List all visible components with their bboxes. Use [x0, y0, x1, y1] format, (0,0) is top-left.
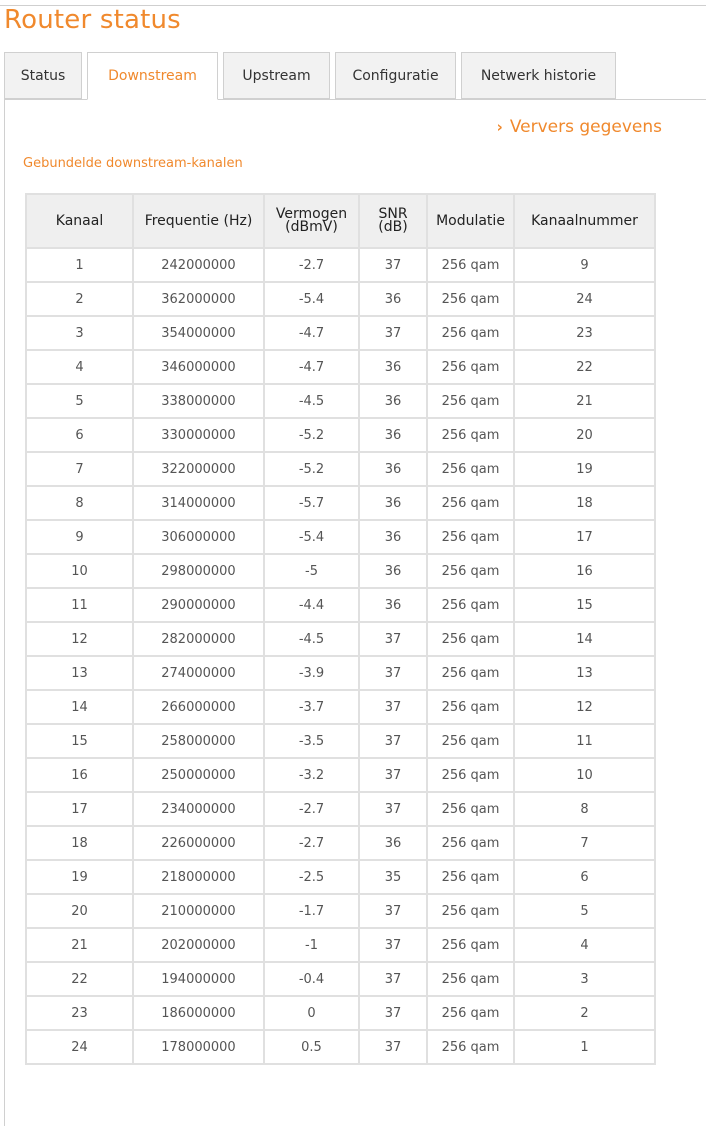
- cell-kanaalnummer: 21: [514, 384, 655, 418]
- table-row: [26, 486, 655, 520]
- cell-kanaalnummer: 3: [514, 962, 655, 996]
- cell-snr: 37: [359, 894, 427, 928]
- cell-kanaal: 24: [26, 1030, 133, 1064]
- table-row: [26, 826, 655, 860]
- header-frequentie: [133, 194, 264, 248]
- refresh-data-link[interactable]: [497, 117, 662, 137]
- cell-kanaalnummer: 14: [514, 622, 655, 656]
- cell-frequentie: 282000000: [133, 622, 264, 656]
- cell-modulatie: 256 qam: [427, 520, 514, 554]
- cell-frequentie: 290000000: [133, 588, 264, 622]
- column-header-text: Kanaalnummer: [531, 212, 638, 229]
- cell-kanaal: 23: [26, 996, 133, 1030]
- cell-snr: 37: [359, 316, 427, 350]
- cell-kanaal: 9: [26, 520, 133, 554]
- cell-kanaalnummer: 19: [514, 452, 655, 486]
- cell-frequentie: 274000000: [133, 656, 264, 690]
- table-row: [26, 656, 655, 690]
- cell-frequentie: 210000000: [133, 894, 264, 928]
- cell-frequentie: 266000000: [133, 690, 264, 724]
- table-row: [26, 1030, 655, 1064]
- cell-kanaalnummer: 15: [514, 588, 655, 622]
- cell-snr: 36: [359, 826, 427, 860]
- table-row: [26, 520, 655, 554]
- cell-modulatie: 256 qam: [427, 656, 514, 690]
- cell-kanaal: 16: [26, 758, 133, 792]
- page-title: Router status: [4, 5, 181, 35]
- cell-kanaal: 20: [26, 894, 133, 928]
- cell-kanaalnummer: 8: [514, 792, 655, 826]
- cell-frequentie: 298000000: [133, 554, 264, 588]
- cell-snr: 36: [359, 520, 427, 554]
- cell-modulatie: 256 qam: [427, 282, 514, 316]
- cell-kanaal: 10: [26, 554, 133, 588]
- cell-modulatie: 256 qam: [427, 622, 514, 656]
- table-row: [26, 792, 655, 826]
- cell-frequentie: 306000000: [133, 520, 264, 554]
- cell-modulatie: 256 qam: [427, 248, 514, 282]
- cell-snr: 36: [359, 418, 427, 452]
- chevron-right-icon: ›: [496, 118, 503, 136]
- cell-kanaalnummer: 9: [514, 248, 655, 282]
- table-body: [26, 248, 655, 1064]
- cell-vermogen: -5.4: [264, 282, 359, 316]
- cell-frequentie: 218000000: [133, 860, 264, 894]
- table-row: [26, 452, 655, 486]
- cell-modulatie: 256 qam: [427, 894, 514, 928]
- cell-frequentie: 234000000: [133, 792, 264, 826]
- cell-snr: 35: [359, 860, 427, 894]
- cell-vermogen: -3.2: [264, 758, 359, 792]
- cell-snr: 37: [359, 656, 427, 690]
- cell-snr: 36: [359, 486, 427, 520]
- tab-upstream[interactable]: Upstream: [223, 52, 330, 99]
- cell-snr: 37: [359, 792, 427, 826]
- cell-frequentie: 250000000: [133, 758, 264, 792]
- cell-frequentie: 194000000: [133, 962, 264, 996]
- table-row: [26, 554, 655, 588]
- cell-kanaal: 7: [26, 452, 133, 486]
- cell-kanaal: 21: [26, 928, 133, 962]
- cell-kanaalnummer: 22: [514, 350, 655, 384]
- cell-vermogen: -3.5: [264, 724, 359, 758]
- cell-modulatie: 256 qam: [427, 860, 514, 894]
- cell-kanaalnummer: 12: [514, 690, 655, 724]
- cell-frequentie: 346000000: [133, 350, 264, 384]
- header-vermogen: [264, 194, 359, 248]
- cell-snr: 36: [359, 588, 427, 622]
- header-snr: [359, 194, 427, 248]
- table-row: [26, 350, 655, 384]
- cell-frequentie: 186000000: [133, 996, 264, 1030]
- cell-modulatie: 256 qam: [427, 690, 514, 724]
- table-row: [26, 690, 655, 724]
- cell-vermogen: -4.7: [264, 350, 359, 384]
- cell-vermogen: -4.5: [264, 622, 359, 656]
- table-row: [26, 962, 655, 996]
- cell-vermogen: -4.4: [264, 588, 359, 622]
- cell-snr: 37: [359, 1030, 427, 1064]
- cell-kanaalnummer: 7: [514, 826, 655, 860]
- table-row: [26, 622, 655, 656]
- cell-vermogen: -2.7: [264, 826, 359, 860]
- cell-frequentie: 354000000: [133, 316, 264, 350]
- table-row: [26, 282, 655, 316]
- section-title: Gebundelde downstream-kanalen: [23, 156, 243, 171]
- cell-kanaalnummer: 23: [514, 316, 655, 350]
- table-row: [26, 384, 655, 418]
- refresh-data-label: Ververs gegevens: [509, 117, 662, 137]
- cell-modulatie: 256 qam: [427, 418, 514, 452]
- cell-modulatie: 256 qam: [427, 452, 514, 486]
- cell-vermogen: -5: [264, 554, 359, 588]
- cell-snr: 37: [359, 758, 427, 792]
- cell-snr: 36: [359, 452, 427, 486]
- cell-frequentie: 202000000: [133, 928, 264, 962]
- cell-modulatie: 256 qam: [427, 758, 514, 792]
- cell-snr: 36: [359, 384, 427, 418]
- cell-kanaalnummer: 18: [514, 486, 655, 520]
- table-row: [26, 724, 655, 758]
- cell-kanaalnummer: 13: [514, 656, 655, 690]
- cell-snr: 37: [359, 928, 427, 962]
- cell-vermogen: 0: [264, 996, 359, 1030]
- cell-vermogen: -4.5: [264, 384, 359, 418]
- cell-kanaal: 18: [26, 826, 133, 860]
- cell-snr: 36: [359, 282, 427, 316]
- cell-kanaalnummer: 1: [514, 1030, 655, 1064]
- cell-kanaal: 1: [26, 248, 133, 282]
- column-header-unit: (dB): [378, 219, 408, 235]
- cell-modulatie: 256 qam: [427, 486, 514, 520]
- cell-kanaal: 15: [26, 724, 133, 758]
- table-row: [26, 996, 655, 1030]
- cell-frequentie: 242000000: [133, 248, 264, 282]
- cell-vermogen: -3.9: [264, 656, 359, 690]
- cell-kanaal: 14: [26, 690, 133, 724]
- cell-snr: 36: [359, 350, 427, 384]
- cell-vermogen: -2.7: [264, 792, 359, 826]
- cell-vermogen: -5.4: [264, 520, 359, 554]
- cell-kanaalnummer: 24: [514, 282, 655, 316]
- cell-modulatie: 256 qam: [427, 316, 514, 350]
- cell-snr: 37: [359, 724, 427, 758]
- table-row: [26, 860, 655, 894]
- tab-netwerk-historie[interactable]: Netwerk historie: [461, 52, 616, 99]
- header-kanaalnummer: [514, 194, 655, 248]
- cell-frequentie: 322000000: [133, 452, 264, 486]
- cell-kanaal: 5: [26, 384, 133, 418]
- table-header-row: [26, 194, 655, 248]
- cell-snr: 37: [359, 962, 427, 996]
- table-row: [26, 928, 655, 962]
- cell-frequentie: 338000000: [133, 384, 264, 418]
- cell-vermogen: -5.2: [264, 418, 359, 452]
- cell-frequentie: 178000000: [133, 1030, 264, 1064]
- tab-configuratie[interactable]: Configuratie: [335, 52, 456, 99]
- cell-vermogen: -0.4: [264, 962, 359, 996]
- cell-modulatie: 256 qam: [427, 826, 514, 860]
- cell-modulatie: 256 qam: [427, 962, 514, 996]
- cell-kanaalnummer: 6: [514, 860, 655, 894]
- cell-modulatie: 256 qam: [427, 996, 514, 1030]
- cell-snr: 37: [359, 996, 427, 1030]
- cell-modulatie: 256 qam: [427, 724, 514, 758]
- cell-vermogen: 0.5: [264, 1030, 359, 1064]
- table-row: [26, 894, 655, 928]
- cell-kanaal: 17: [26, 792, 133, 826]
- cell-kanaalnummer: 17: [514, 520, 655, 554]
- cell-vermogen: -1.7: [264, 894, 359, 928]
- tab-bar: [4, 52, 706, 100]
- cell-kanaalnummer: 16: [514, 554, 655, 588]
- header-kanaal: [26, 194, 133, 248]
- column-header-text: Frequentie (Hz): [144, 212, 253, 229]
- header-modulatie: [427, 194, 514, 248]
- cell-kanaal: 22: [26, 962, 133, 996]
- cell-kanaal: 3: [26, 316, 133, 350]
- cell-kanaalnummer: 11: [514, 724, 655, 758]
- table-row: [26, 418, 655, 452]
- cell-modulatie: 256 qam: [427, 384, 514, 418]
- cell-kanaal: 4: [26, 350, 133, 384]
- table-row: [26, 248, 655, 282]
- cell-modulatie: 256 qam: [427, 588, 514, 622]
- column-header-text: SNR: [378, 206, 408, 222]
- cell-kanaalnummer: 20: [514, 418, 655, 452]
- cell-frequentie: 314000000: [133, 486, 264, 520]
- cell-kanaal: 12: [26, 622, 133, 656]
- cell-frequentie: 362000000: [133, 282, 264, 316]
- cell-kanaalnummer: 5: [514, 894, 655, 928]
- cell-snr: 37: [359, 622, 427, 656]
- cell-kanaal: 8: [26, 486, 133, 520]
- cell-snr: 36: [359, 554, 427, 588]
- cell-kanaal: 11: [26, 588, 133, 622]
- cell-vermogen: -4.7: [264, 316, 359, 350]
- cell-kanaalnummer: 4: [514, 928, 655, 962]
- cell-vermogen: -2.5: [264, 860, 359, 894]
- cell-vermogen: -3.7: [264, 690, 359, 724]
- table-row: [26, 758, 655, 792]
- table-row: [26, 588, 655, 622]
- cell-modulatie: 256 qam: [427, 928, 514, 962]
- cell-kanaal: 2: [26, 282, 133, 316]
- cell-kanaal: 13: [26, 656, 133, 690]
- cell-modulatie: 256 qam: [427, 554, 514, 588]
- cell-vermogen: -5.2: [264, 452, 359, 486]
- tab-status[interactable]: Status: [4, 52, 82, 99]
- cell-vermogen: -2.7: [264, 248, 359, 282]
- cell-kanaalnummer: 10: [514, 758, 655, 792]
- downstream-channels-table: [25, 193, 656, 1065]
- column-header-text: Kanaal: [55, 212, 104, 229]
- tab-downstream[interactable]: Downstream: [87, 52, 218, 100]
- column-header-text: Modulatie: [436, 212, 505, 229]
- column-header-unit: (dBmV): [285, 219, 338, 235]
- column-header-text: Vermogen: [275, 206, 348, 222]
- cell-frequentie: 330000000: [133, 418, 264, 452]
- cell-snr: 37: [359, 248, 427, 282]
- table-row: [26, 316, 655, 350]
- cell-kanaalnummer: 2: [514, 996, 655, 1030]
- cell-frequentie: 226000000: [133, 826, 264, 860]
- cell-modulatie: 256 qam: [427, 350, 514, 384]
- cell-kanaal: 19: [26, 860, 133, 894]
- cell-snr: 37: [359, 690, 427, 724]
- cell-vermogen: -1: [264, 928, 359, 962]
- cell-modulatie: 256 qam: [427, 1030, 514, 1064]
- cell-vermogen: -5.7: [264, 486, 359, 520]
- cell-modulatie: 256 qam: [427, 792, 514, 826]
- cell-frequentie: 258000000: [133, 724, 264, 758]
- cell-kanaal: 6: [26, 418, 133, 452]
